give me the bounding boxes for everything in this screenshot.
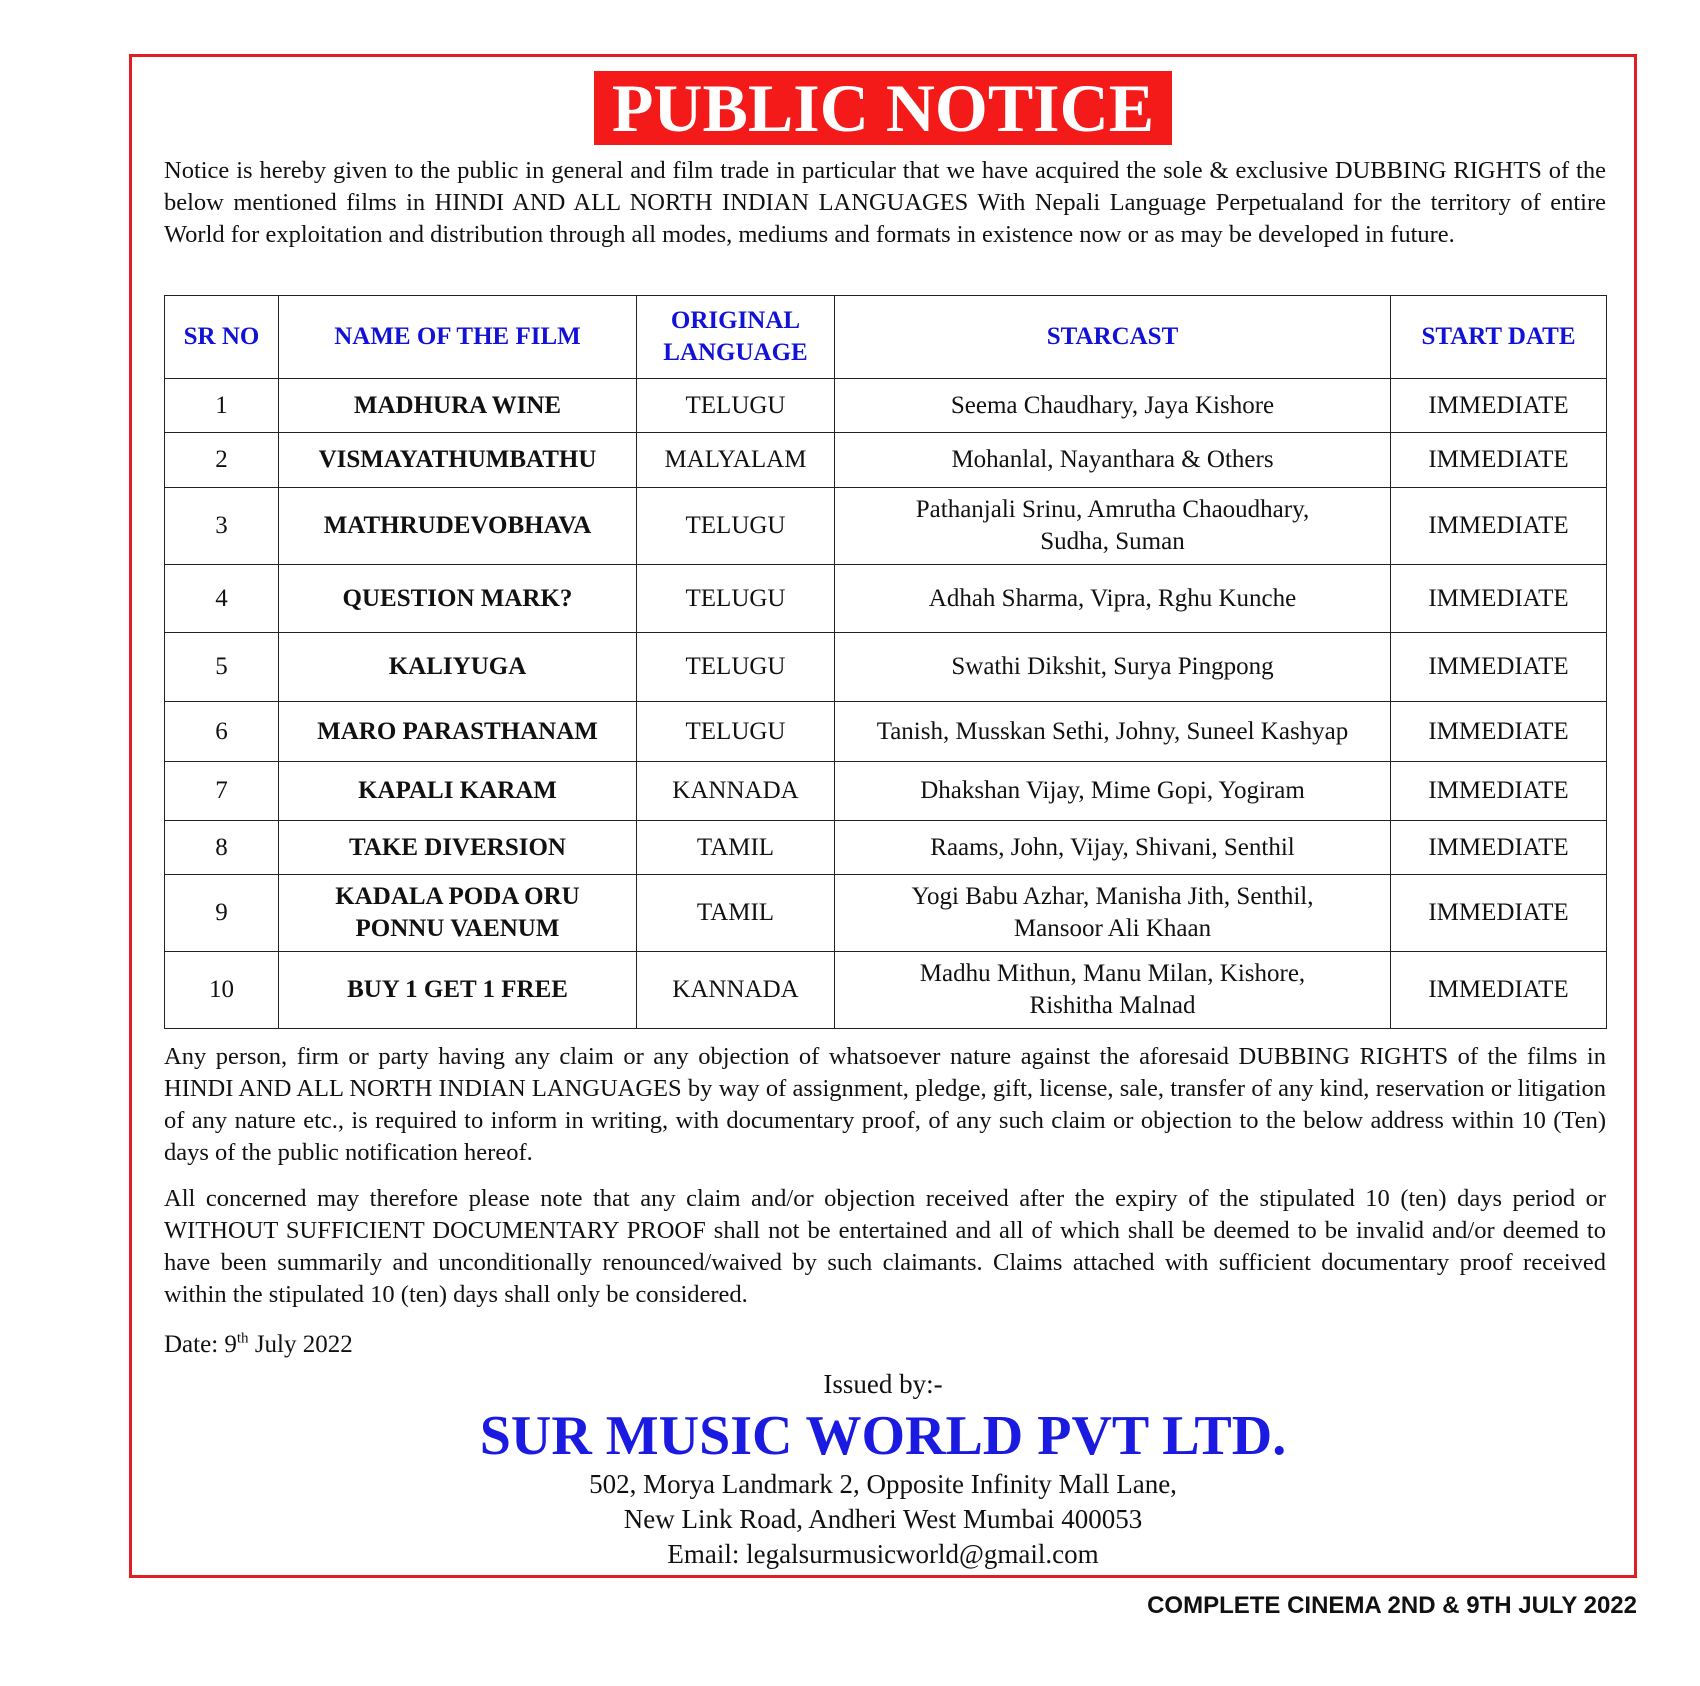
films-table [164, 295, 1607, 1029]
table-row [165, 633, 1607, 702]
cell-language: KANNADA [637, 952, 835, 1029]
cell-start-date: IMMEDIATE [1391, 952, 1607, 1029]
header-starcast: STARCAST [835, 296, 1391, 379]
cell-starcast: Mohanlal, Nayanthara & Others [835, 433, 1391, 488]
table-row [165, 488, 1607, 565]
cell-language: KANNADA [637, 762, 835, 821]
cell-language: TAMIL [637, 875, 835, 952]
table-row [165, 875, 1607, 952]
cell-film-name: BUY 1 GET 1 FREE [279, 952, 637, 1029]
cell-start-date: IMMEDIATE [1391, 379, 1607, 433]
cell-language: MALYALAM [637, 433, 835, 488]
cell-film-name: MATHRUDEVOBHAVA [279, 488, 637, 565]
date-rest: July 2022 [248, 1331, 353, 1358]
address-line-2: New Link Road, Andheri West Mumbai 400053 [623, 1504, 1143, 1534]
cell-start-date: IMMEDIATE [1391, 633, 1607, 702]
cell-start-date: IMMEDIATE [1391, 702, 1607, 762]
cell-language: TELUGU [637, 633, 835, 702]
cell-sr-no: 8 [165, 821, 279, 875]
cell-start-date: IMMEDIATE [1391, 565, 1607, 633]
notice-title: PUBLIC NOTICE [594, 71, 1172, 145]
cell-sr-no: 6 [165, 702, 279, 762]
title-wrap [132, 71, 1634, 145]
header-original-language [637, 296, 835, 379]
cell-starcast: Raams, John, Vijay, Shivani, Senthil [835, 821, 1391, 875]
cell-sr-no: 5 [165, 633, 279, 702]
table-row [165, 433, 1607, 488]
cell-starcast: Yogi Babu Azhar, Manisha Jith, Senthil, Mansoor Ali Khaan [835, 875, 1391, 952]
cell-sr-no: 2 [165, 433, 279, 488]
table-row [165, 762, 1607, 821]
header-language-line1: ORIGINAL [670, 307, 801, 334]
cell-starcast: Tanish, Musskan Sethi, Johny, Suneel Kashyap [835, 702, 1391, 762]
issued-by: Issued by:- [823, 1369, 943, 1399]
cell-starcast: Dhakshan Vijay, Mime Gopi, Yogiram [835, 762, 1391, 821]
cell-starcast: Swathi Dikshit, Surya Pingpong [835, 633, 1391, 702]
email-line: Email: legalsurmusicworld@gmail.com [667, 1539, 1099, 1569]
table-row [165, 379, 1607, 433]
cell-sr-no: 9 [165, 875, 279, 952]
cell-film-name: VISMAYATHUMBATHU [279, 433, 637, 488]
cell-start-date: IMMEDIATE [1391, 488, 1607, 565]
cell-sr-no: 3 [165, 488, 279, 565]
notice-date [164, 1329, 353, 1361]
cell-start-date: IMMEDIATE [1391, 821, 1607, 875]
header-sr-no: SR NO [165, 296, 279, 379]
table-row [165, 565, 1607, 633]
cell-language: TELUGU [637, 379, 835, 433]
header-film-name: NAME OF THE FILM [279, 296, 637, 379]
header-start-date: START DATE [1391, 296, 1607, 379]
notice-frame [129, 54, 1637, 1578]
cell-language: TELUGU [637, 702, 835, 762]
cell-language: TELUGU [637, 488, 835, 565]
cell-sr-no: 7 [165, 762, 279, 821]
cell-start-date: IMMEDIATE [1391, 875, 1607, 952]
cell-film-name: KALIYUGA [279, 633, 637, 702]
cell-film-name: MADHURA WINE [279, 379, 637, 433]
address-line-1: 502, Morya Landmark 2, Opposite Infinity Mall Lane, [589, 1469, 1177, 1499]
cell-film-name: QUESTION MARK? [279, 565, 637, 633]
date-label: Date: 9 [164, 1331, 237, 1358]
table-row [165, 952, 1607, 1029]
company-name: SUR MUSIC WORLD PVT LTD. [479, 1405, 1287, 1467]
date-ordinal-suffix: th [236, 1330, 249, 1347]
cell-starcast: Adhah Sharma, Vipra, Rghu Kunche [835, 565, 1391, 633]
objection-paragraph: Any person, firm or party having any claim or any objection of whatsoever nature against the aforesaid DUBBING RIGHTS of the films in HINDI AND ALL NORTH INDIAN LANGUAGES by way of assignment, pledge, gift, license, sale, transfer of any kind, reservation or litigation of any nature etc., is required to inform in writing, with documentary proof, of any such claim or objection to the below address within 10 (Ten) days of the public notification hereof. [164, 1043, 1606, 1166]
cell-film-name: KAPALI KARAM [279, 762, 637, 821]
cell-sr-no: 10 [165, 952, 279, 1029]
cell-start-date: IMMEDIATE [1391, 433, 1607, 488]
cell-starcast: Pathanjali Srinu, Amrutha Chaoudhary, Sudha, Suman [835, 488, 1391, 565]
cell-starcast: Madhu Mithun, Manu Milan, Kishore, Rishitha Malnad [835, 952, 1391, 1029]
cell-sr-no: 1 [165, 379, 279, 433]
intro-paragraph: Notice is hereby given to the public in general and film trade in particular that we have acquired the sole & exclusive DUBBING RIGHTS of the below mentioned films in HINDI AND ALL NORTH INDIAN LANGUAGES With Nepali Language Perpetualand for the territory of entire World for exploitation and distribution through all modes, mediums and formats in existence now or as may be developed in future. [164, 157, 1606, 248]
header-language-line2: LANGUAGE [663, 339, 808, 366]
cell-language: TAMIL [637, 821, 835, 875]
cell-language: TELUGU [637, 565, 835, 633]
table-header-row [165, 296, 1607, 379]
cell-start-date: IMMEDIATE [1391, 762, 1607, 821]
cell-film-name: MARO PARASTHANAM [279, 702, 637, 762]
table-row [165, 821, 1607, 875]
table-row [165, 702, 1607, 762]
cell-starcast: Seema Chaudhary, Jaya Kishore [835, 379, 1391, 433]
concerned-paragraph: All concerned may therefore please note that any claim and/or objection received after the expiry of the stipulated 10 (ten) days period or WITHOUT SUFFICIENT DOCUMENTARY PROOF shall not be entertained and all of which shall be deemed to be invalid and/or deemed to have been summarily and unconditionally renounced/waived by such claimants. Claims attached with sufficient documentary proof received within the stipulated 10 (ten) days shall only be considered. [164, 1185, 1606, 1308]
cell-film-name: TAKE DIVERSION [279, 821, 637, 875]
cell-sr-no: 4 [165, 565, 279, 633]
publication-footer: COMPLETE CINEMA 2ND & 9TH JULY 2022 [1147, 1592, 1637, 1619]
cell-film-name: KADALA PODA ORU PONNU VAENUM [279, 875, 637, 952]
